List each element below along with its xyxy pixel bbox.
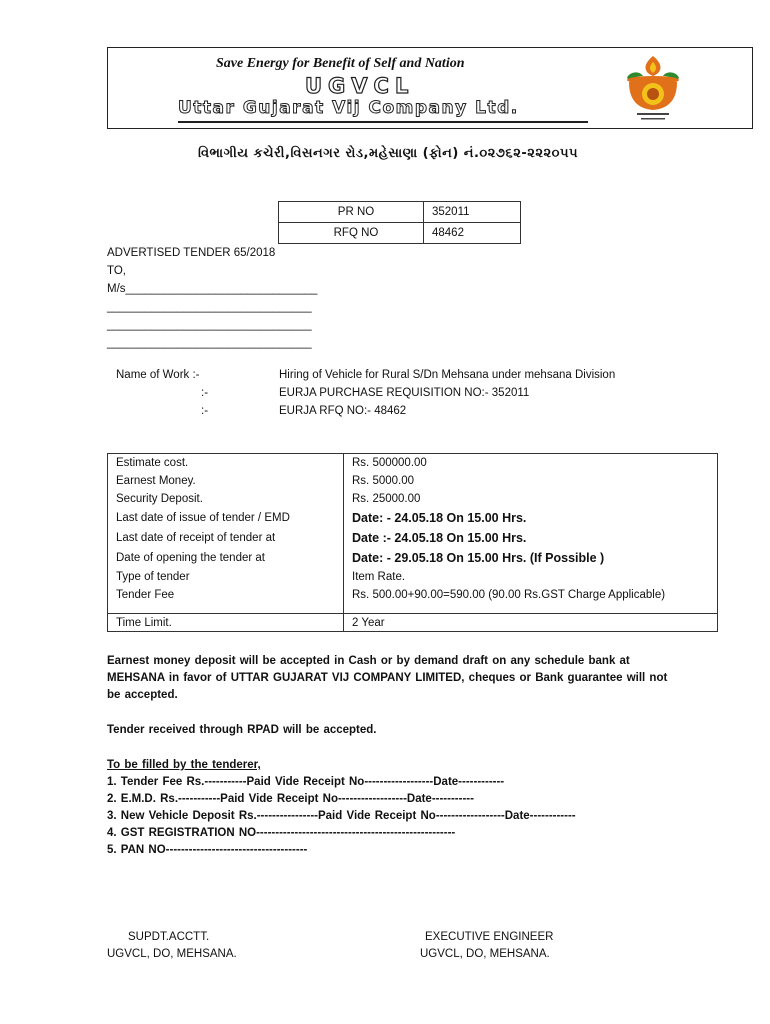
- left-signatory-title: SUPDT.ACCTT.: [128, 931, 210, 943]
- detail-value: Rs. 500000.00: [344, 454, 718, 472]
- detail-value: Rs. 500.00+90.00=590.00 (90.00 Rs.GST Charge Applicable): [344, 586, 718, 604]
- ugvcl-logo: UGVCL: [305, 74, 415, 98]
- right-signatory-title: EXECUTIVE ENGINEER: [425, 931, 554, 943]
- table-row: [108, 586, 718, 604]
- earnest-money-note-line: Earnest money deposit will be accepted in Cash or by demand draft on any schedule bank at: [107, 655, 630, 667]
- detail-value: 2 Year: [344, 614, 718, 632]
- table-row: [108, 490, 718, 508]
- table-row: [108, 614, 718, 632]
- slogan: Save Energy for Benefit of Self and Nation: [216, 56, 465, 71]
- rfq-row: [279, 223, 521, 244]
- rfq-label: RFQ NO: [279, 223, 424, 244]
- work-separator: :-: [201, 387, 209, 399]
- rfq-value: 48462: [424, 223, 521, 244]
- tenderer-item: 2. E.M.D. Rs.-----------Paid Vide Receipt No------------------Date-----------: [107, 793, 474, 805]
- pr-value: 352011: [424, 202, 521, 223]
- detail-key: Security Deposit.: [108, 490, 344, 508]
- company-name-logo: Uttar Gujarat Vij Company Ltd.: [178, 98, 519, 118]
- emblem-icon: [613, 52, 693, 124]
- detail-key: Type of tender: [108, 568, 344, 586]
- right-signatory-org: UGVCL, DO, MEHSANA.: [420, 948, 550, 960]
- table-row: [108, 472, 718, 490]
- detail-key: Last date of receipt of tender at: [108, 528, 344, 548]
- tenderer-item: 3. New Vehicle Deposit Rs.----------------Paid Vide Receipt No------------------Date------------: [107, 810, 576, 822]
- advertised-tender: ADVERTISED TENDER 65/2018: [107, 247, 276, 259]
- detail-key: Earnest Money.: [108, 472, 344, 490]
- name-of-work-label: Name of Work :-: [116, 369, 200, 381]
- detail-value: Date: - 29.05.18 On 15.00 Hrs. (If Possible ): [344, 548, 718, 568]
- earnest-money-note-line: be accepted.: [107, 689, 178, 701]
- table-row: [108, 454, 718, 472]
- pr-rfq-table: [278, 201, 521, 244]
- detail-key: Estimate cost.: [108, 454, 344, 472]
- pr-label: PR NO: [279, 202, 424, 223]
- tenderer-item: 5. PAN NO-------------------------------------: [107, 844, 308, 856]
- detail-value: Rs. 5000.00: [344, 472, 718, 490]
- detail-value: Item Rate.: [344, 568, 718, 586]
- rpad-note: Tender received through RPAD will be accepted.: [107, 724, 377, 736]
- work-description: Hiring of Vehicle for Rural S/Dn Mehsana under mehsana Division: [279, 369, 616, 381]
- tenderer-item: 4. GST REGISTRATION NO----------------------------------------------------: [107, 827, 456, 839]
- office-address-gujarati: વિભાગીય કચેરી,વિસનગર રોડ,મહેસાણા (ફોન) નં.૦૨૭૬૨-૨૨૨૦૫૫: [198, 146, 579, 161]
- logo-underline: [178, 121, 588, 123]
- detail-key: Tender Fee: [108, 586, 344, 604]
- table-row: [108, 568, 718, 586]
- pr-row: [279, 202, 521, 223]
- table-row: [108, 548, 718, 568]
- table-row: [108, 528, 718, 548]
- address-blank-line: ________________________________: [107, 319, 312, 331]
- detail-value: Date: - 24.05.18 On 15.00 Hrs.: [344, 508, 718, 528]
- detail-key: Time Limit.: [108, 614, 344, 632]
- work-separator: :-: [201, 405, 209, 417]
- rfq-number-line: EURJA RFQ NO:- 48462: [279, 405, 407, 417]
- tenderer-item: 1. Tender Fee Rs.-----------Paid Vide Receipt No------------------Date------------: [107, 776, 505, 788]
- detail-key: Date of opening the tender at: [108, 548, 344, 568]
- ms-line: M/s______________________________: [107, 283, 318, 295]
- left-signatory-org: UGVCL, DO, MEHSANA.: [107, 948, 237, 960]
- tenderer-heading: To be filled by the tenderer,: [107, 759, 261, 771]
- tender-details-table: [107, 453, 718, 632]
- to-label: TO,: [107, 265, 126, 277]
- table-row: [108, 508, 718, 528]
- detail-value: Date :- 24.05.18 On 15.00 Hrs.: [344, 528, 718, 548]
- purchase-requisition: EURJA PURCHASE REQUISITION NO:- 352011: [279, 387, 530, 399]
- detail-key: Last date of issue of tender / EMD: [108, 508, 344, 528]
- table-spacer-row: [108, 604, 718, 614]
- detail-value: Rs. 25000.00: [344, 490, 718, 508]
- earnest-money-note-line: MEHSANA in favor of UTTAR GUJARAT VIJ COMPANY LIMITED, cheques or Bank guarantee will not: [107, 672, 668, 684]
- address-blank-line: ________________________________: [107, 301, 312, 313]
- address-blank-line: ________________________________: [107, 337, 312, 349]
